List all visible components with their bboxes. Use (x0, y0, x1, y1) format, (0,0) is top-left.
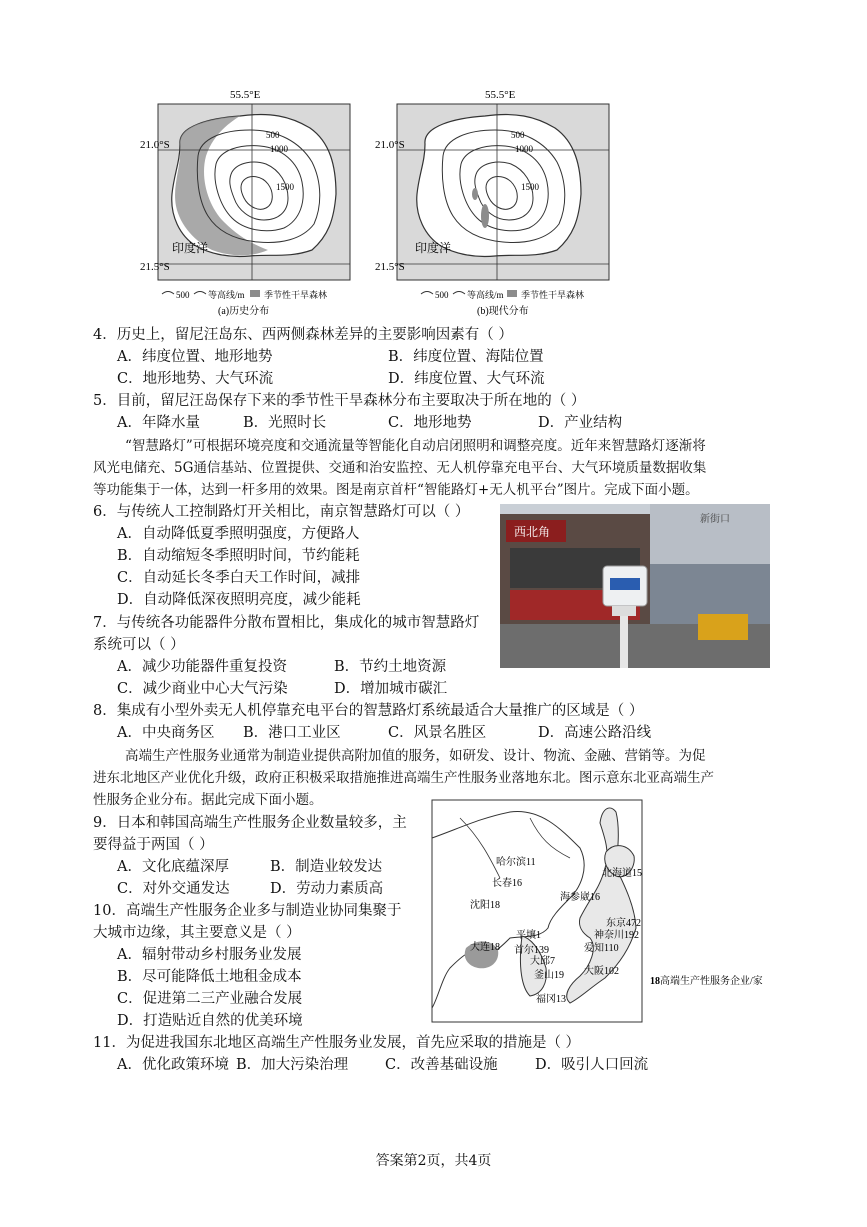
island-map-historical (140, 86, 370, 318)
city-label-changchun: 长春16 (492, 878, 522, 889)
svg-text:1500: 1500 (521, 182, 539, 192)
q6-option-c[interactable]: C．自动延长冬季白天工作时间，减排 (117, 570, 361, 586)
passage3-line2: 进东北地区产业优化升级，政府正积极采取措施推进高端生产性服务业落地东北。图示意东北亚高端生产 (93, 770, 714, 786)
q11-stem: 11．为促进我国东北地区高端生产性服务业发展，首先应采取的措施是（ ） (93, 1035, 581, 1051)
svg-text:55.5°E: 55.5°E (485, 89, 516, 101)
q4-stem: 4．历史上，留尼汪岛东、西两侧森林差异的主要影响因素有（ ） (93, 327, 513, 343)
city-label-vladivostok: 海参崴16 (560, 892, 600, 903)
q5-stem: 5．目前，留尼汪岛保存下来的季节性干旱森林分布主要取决于所在地的（ ） (93, 393, 586, 409)
q5-option-c[interactable]: C．地形地势 (388, 415, 472, 431)
smart-streetlight-photo (500, 504, 770, 668)
city-label-fukuoka: 福冈13 (536, 994, 566, 1005)
q11-option-d[interactable]: D．吸引人口回流 (535, 1057, 649, 1073)
q7-option-d[interactable]: D．增加城市碳汇 (334, 681, 448, 697)
city-label-seoul: 首尔139 (514, 945, 549, 956)
q8-option-a[interactable]: A．中央商务区 (117, 725, 215, 741)
q8-option-b[interactable]: B．港口工业区 (243, 725, 341, 741)
q5-option-b[interactable]: B．光照时长 (243, 415, 327, 431)
svg-text:1000: 1000 (515, 144, 533, 154)
lon-label: 55.5°E (230, 89, 261, 101)
q5-option-a[interactable]: A．年降水量 (117, 415, 200, 431)
lat-bottom-label: 21.5°S (140, 261, 170, 273)
city-label-daegu: 大邱7 (530, 956, 555, 967)
q9-stem-line1: 9．日本和韩国高端生产性服务企业数量较多，主 (93, 815, 407, 831)
q11-option-b[interactable]: B．加大污染治理 (236, 1057, 349, 1073)
q9-option-b[interactable]: B．制造业较发达 (270, 859, 383, 875)
q10-option-b[interactable]: B．尽可能降低土地租金成本 (117, 969, 302, 985)
q10-stem-line2: 大城市边缘，其主要意义是（ ） (93, 925, 301, 941)
q9-option-c[interactable]: C．对外交通发达 (117, 881, 230, 897)
q10-stem-line1: 10．高端生产性服务企业多与制造业协同集聚于 (93, 903, 402, 919)
q6-option-b[interactable]: B．自动缩短冬季照明时间，节约能耗 (117, 548, 360, 564)
caption-a: (a)历史分布 (218, 306, 270, 317)
svg-text:季节性干旱森林: 季节性干旱森林 (264, 290, 328, 300)
q10-option-a[interactable]: A．辐射带动乡村服务业发展 (117, 947, 302, 963)
city-label-kanagawa: 神奈川192 (594, 930, 639, 941)
passage3-line3: 性服务企业分布。据此完成下面小题。 (93, 792, 323, 808)
svg-text:印度洋: 印度洋 (415, 241, 452, 255)
q9-option-a[interactable]: A．文化底蕴深厚 (117, 859, 229, 875)
svg-text:500: 500 (511, 130, 525, 140)
q8-stem: 8．集成有小型外卖无人机停靠充电平台的智慧路灯系统最适合大量推广的区域是（ ） (93, 703, 644, 719)
q8-option-c[interactable]: C．风景名胜区 (388, 725, 487, 741)
q6-option-d[interactable]: D．自动降低深夜照明亮度，减少能耗 (117, 592, 361, 608)
passage2-line3: 等功能集于一体，达到一杆多用的效果。图是南京首杆“智能路灯+无人机平台”图片。完成下面小题。 (93, 482, 699, 498)
city-label-pyongyang: 平壤1 (516, 930, 541, 941)
city-label-tokyo: 东京472 (606, 918, 641, 929)
svg-text:500: 500 (176, 290, 190, 300)
q4-option-c[interactable]: C．地形地势、大气环流 (117, 371, 274, 387)
q10-option-c[interactable]: C．促进第二三产业融合发展 (117, 991, 303, 1007)
q4-option-d[interactable]: D．纬度位置、大气环流 (388, 371, 545, 387)
city-label-hokkaido: 北海道15 (602, 868, 642, 879)
svg-text:季节性干旱森林: 季节性干旱森林 (521, 290, 585, 300)
contour-label-500: 500 (266, 130, 280, 140)
city-label-dalian: 大连18 (470, 942, 500, 953)
q11-option-c[interactable]: C．改善基础设施 (385, 1057, 498, 1073)
q7-option-a[interactable]: A．减少功能器件重复投资 (117, 659, 287, 675)
passage2-line2: 风光电储充、5G通信基站、位置提供、交通和治安监控、无人机停靠充电平台、大气环境质量数据收集 (93, 460, 707, 476)
q4-option-a[interactable]: A．纬度位置、地形地势 (117, 349, 273, 365)
q7-stem-line2: 系统可以（ ） (93, 637, 185, 653)
q8-option-d[interactable]: D．高速公路沿线 (538, 725, 652, 741)
island-map-modern (375, 86, 615, 318)
city-label-shenyang: 沈阳18 (470, 900, 500, 911)
q11-option-a[interactable]: A．优化政策环境 (117, 1057, 229, 1073)
city-label-aichi: 爱知110 (584, 943, 619, 954)
q7-option-b[interactable]: B．节约土地资源 (334, 659, 447, 675)
city-label-harbin: 哈尔滨11 (496, 857, 536, 868)
q9-option-d[interactable]: D．劳动力素质高 (270, 881, 384, 897)
q9-stem-line2: 要得益于两国（ ） (93, 837, 214, 853)
q4-option-b[interactable]: B．纬度位置、海陆位置 (388, 349, 544, 365)
page-footer: 答案第2页，共4页 (375, 1153, 492, 1169)
svg-text:21.0°S: 21.0°S (375, 139, 405, 151)
ocean-label: 印度洋 (172, 241, 209, 255)
q5-option-d[interactable]: D．产业结构 (538, 415, 623, 431)
passage3-line1: 高端生产性服务业通常为制造业提供高附加值的服务，如研发、设计、物流、金融、营销等。为促 (125, 748, 706, 764)
map2-legend: 18高端生产性服务企业/家 (650, 976, 763, 987)
q7-stem-line1: 7．与传统各功能器件分散布置相比，集成化的城市智慧路灯 (93, 615, 480, 631)
city-label-busan: 釜山19 (534, 970, 564, 981)
city-label-osaka: 大阪102 (584, 966, 619, 977)
contour-label-1000: 1000 (270, 144, 288, 154)
q6-option-a[interactable]: A．自动降低夏季照明强度，方便路人 (117, 526, 360, 542)
svg-text:等高线/m: 等高线/m (208, 290, 245, 300)
svg-text:新街口: 新街口 (700, 514, 730, 525)
q7-option-c[interactable]: C．减少商业中心大气污染 (117, 681, 288, 697)
svg-text:500: 500 (435, 290, 449, 300)
passage2-line1: “智慧路灯”可根据环境亮度和交通流量等智能化自动启闭照明和调整亮度。近年来智慧路灯逐渐将 (125, 438, 706, 454)
photo-sign-text: 西北角 (514, 525, 551, 539)
q10-option-d[interactable]: D．打造贴近自然的优美环境 (117, 1013, 303, 1029)
northeast-asia-map (430, 798, 810, 1026)
svg-text:21.5°S: 21.5°S (375, 261, 405, 273)
caption-b: (b)现代分布 (477, 306, 529, 317)
svg-text:等高线/m: 等高线/m (467, 290, 504, 300)
q6-stem: 6．与传统人工控制路灯开关相比，南京智慧路灯可以（ ） (93, 504, 470, 520)
contour-label-1500: 1500 (276, 182, 294, 192)
lat-top-label: 21.0°S (140, 139, 170, 151)
